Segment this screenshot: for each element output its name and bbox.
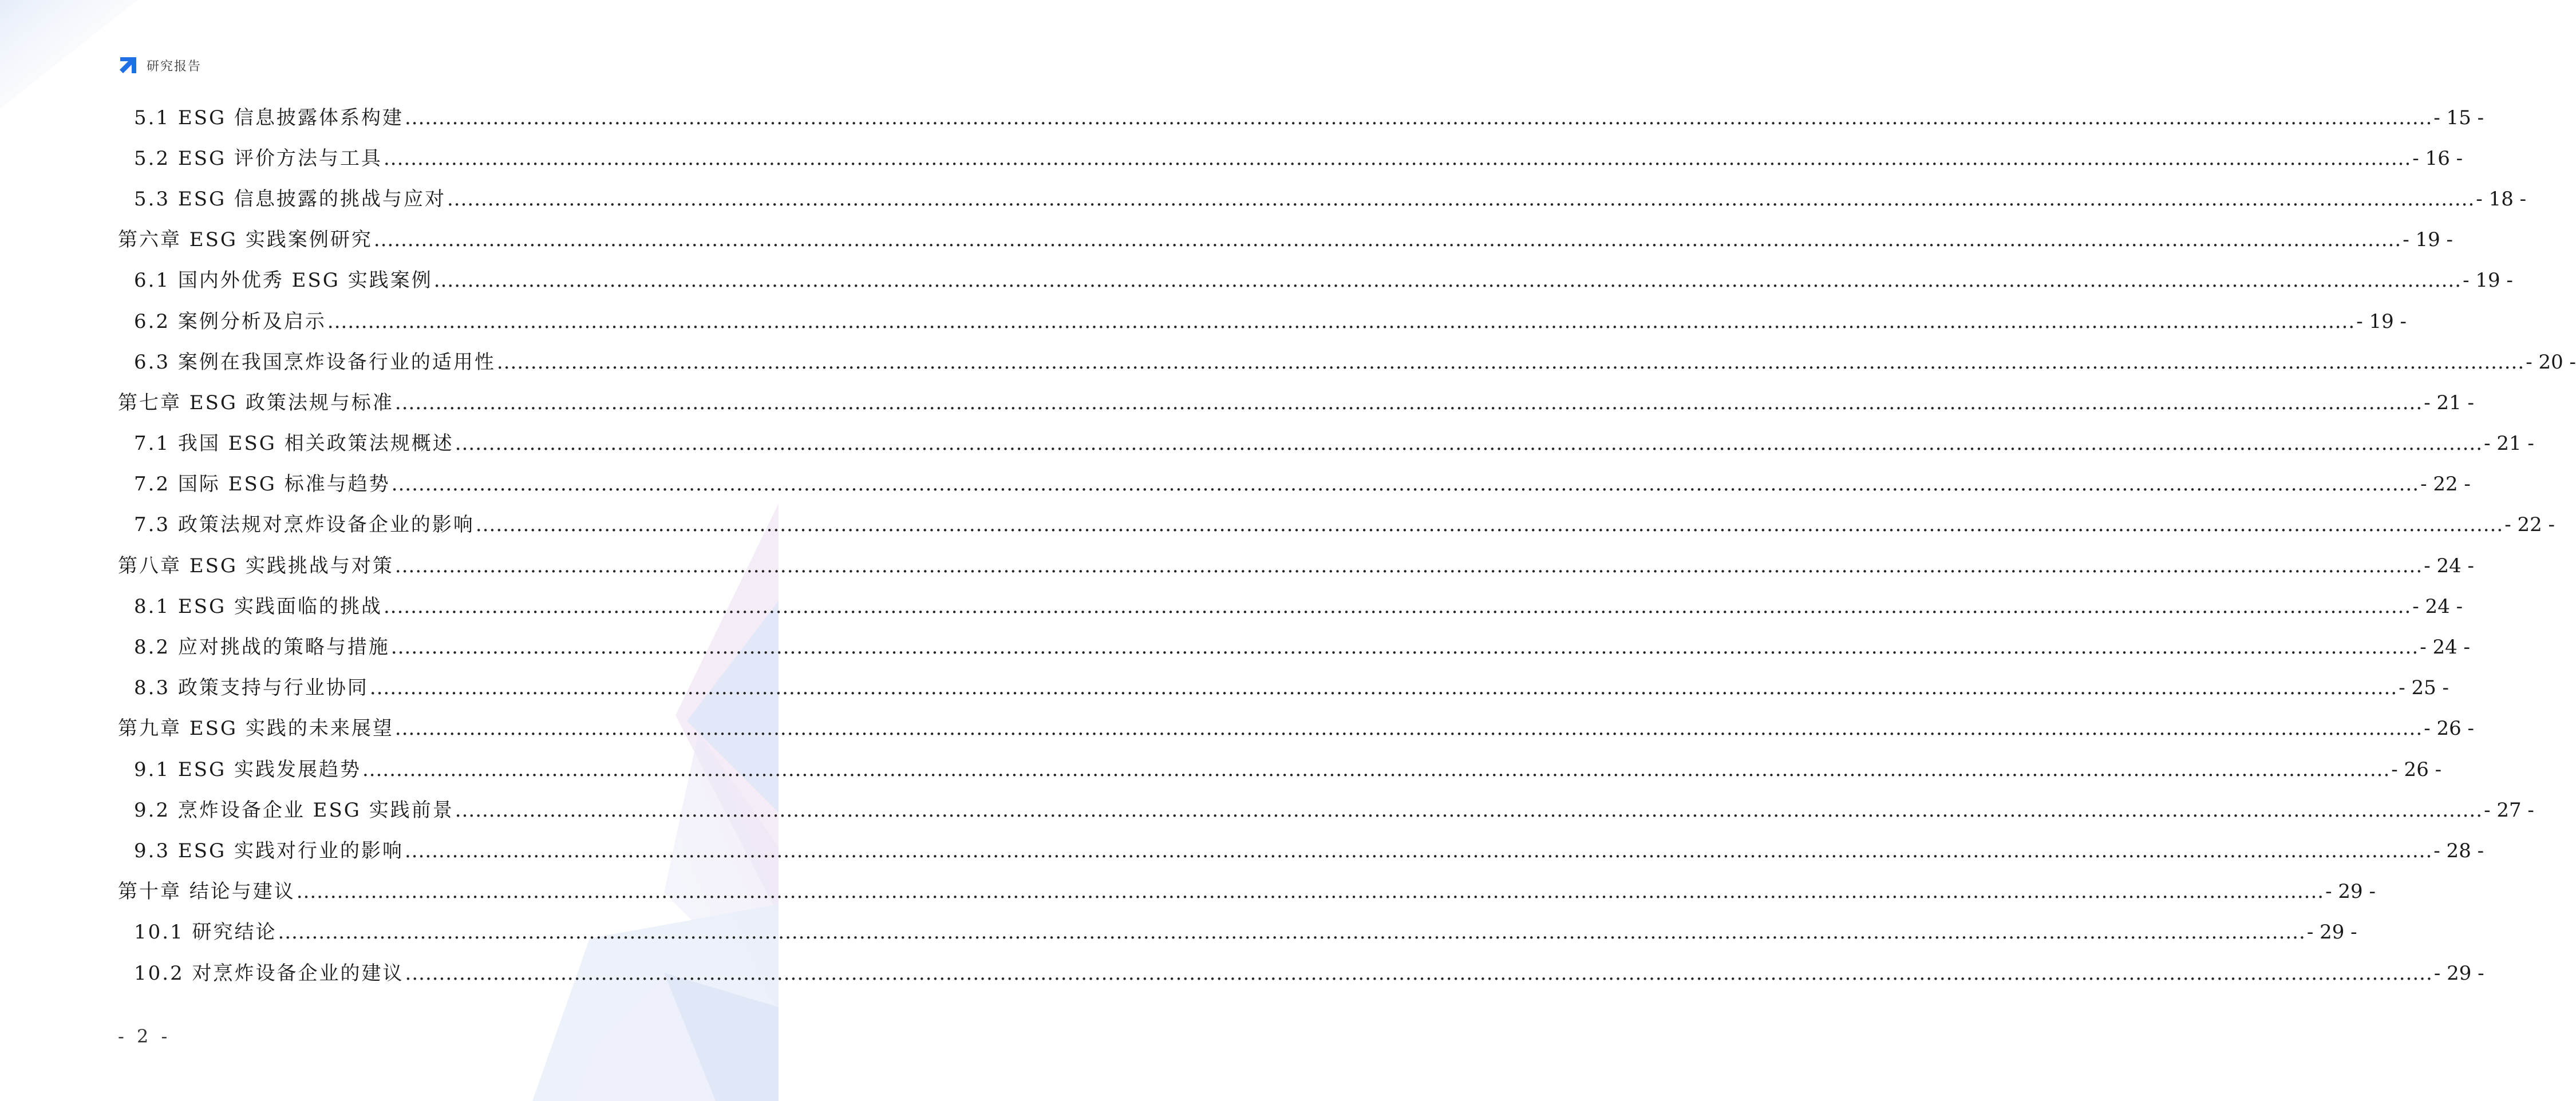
toc-entry-page: - 25 - [2399,676,2449,700]
toc-entry-page: - 26 - [2424,717,2475,740]
toc-entry-title: 第九章 ESG 实践的未来展望 [118,717,394,740]
toc-leader-dots: ............................................................................................................................................................................................................................................................................................................ [383,146,2412,170]
toc-entry-title: 5.3 ESG 信息披露的挑战与应对 [134,187,446,211]
toc-entry-title: 9.3 ESG 实践对行业的影响 [134,839,404,862]
toc-entry-page: - 27 - [2484,798,2534,822]
toc-entry[interactable] [118,220,2453,260]
toc-entry-page: - 19 - [2356,310,2407,333]
toc-entry-page: - 20 - [2526,350,2576,374]
toc-entry-page: - 19 - [2403,228,2453,252]
toc-leader-dots: ............................................................................................................................................................................................................................................................................................................ [447,187,2475,211]
toc-entry-title: 7.2 国际 ESG 标准与趋势 [134,473,390,496]
toc-entry-page: - 24 - [2424,554,2475,577]
toc-entry-page: - 19 - [2463,269,2513,292]
toc-entry-page: - 16 - [2412,146,2463,170]
toc-entry-title: 6.2 案例分析及启示 [134,310,326,333]
toc-entry-title: 第七章 ESG 政策法规与标准 [118,391,394,414]
toc-entry-title: 6.1 国内外优秀 ESG 实践案例 [134,269,433,292]
toc-leader-dots: ............................................................................................................................................................................................................................................................................................................ [296,880,2325,904]
toc-entry-title: 第六章 ESG 实践案例研究 [118,228,373,252]
toc-entry[interactable] [118,953,2484,993]
toc-entry-page: - 18 - [2476,187,2527,211]
toc-entry-page: - 28 - [2433,839,2484,862]
toc-entry-page: - 22 - [2420,473,2471,496]
toc-leader-dots: ............................................................................................................................................................................................................................................................................................................ [362,758,2391,781]
toc-entry[interactable] [118,97,2484,138]
toc-entry-page: - 29 - [2433,961,2484,985]
toc-entry[interactable] [118,301,2407,342]
toc-entry-title: 9.1 ESG 实践发展趋势 [134,758,361,781]
toc-entry[interactable] [118,830,2484,871]
toc-entry-title: 第八章 ESG 实践挑战与对策 [118,554,394,577]
toc-leader-dots: ............................................................................................................................................................................................................................................................................................................ [373,228,2402,252]
toc-entry-title: 7.3 政策法规对烹炸设备企业的影响 [134,513,475,537]
toc-entry[interactable] [118,423,2534,464]
toc-entry-page: - 29 - [2325,880,2376,904]
toc-entry[interactable] [118,138,2463,179]
toc-leader-dots: ............................................................................................................................................................................................................................................................................................................ [391,473,2420,496]
toc-leader-dots: ............................................................................................................................................................................................................................................................................................................ [327,310,2356,333]
toc-entry-page: - 29 - [2306,921,2357,944]
toc-entry-title: 8.1 ESG 实践面临的挑战 [134,595,382,618]
toc-entry-title: 9.2 烹炸设备企业 ESG 实践前景 [134,798,454,822]
toc-entry-page: - 24 - [2412,595,2463,618]
toc-entry-title: 第十章 结论与建议 [118,880,295,904]
arrow-up-right-icon [118,55,139,76]
toc-entry[interactable] [118,382,2475,423]
toc-entry-page: - 26 - [2391,758,2442,781]
toc-entry-title: 10.2 对烹炸设备企业的建议 [134,961,404,985]
toc-leader-dots: ............................................................................................................................................................................................................................................................................................................ [278,921,2306,944]
toc-entry[interactable] [118,464,2471,505]
toc-leader-dots: ............................................................................................................................................................................................................................................................................................................ [496,350,2525,374]
toc-entry-title: 8.2 应对挑战的策略与措施 [134,636,390,659]
toc-entry-page: - 22 - [2504,513,2555,537]
toc-entry[interactable] [118,668,2449,708]
toc-entry[interactable] [118,912,2357,953]
toc-leader-dots: ............................................................................................................................................................................................................................................................................................................ [455,798,2483,822]
toc-entry[interactable] [118,260,2513,301]
toc-entry-page: - 21 - [2484,432,2534,456]
toc-leader-dots: ............................................................................................................................................................................................................................................................................................................ [394,717,2423,740]
toc-entry-page: - 15 - [2433,106,2484,129]
toc-entry-page: - 21 - [2424,391,2475,414]
toc-entry-title: 10.1 研究结论 [134,921,277,944]
toc-entry[interactable] [118,545,2475,586]
toc-entry[interactable] [118,872,2376,912]
header-title: 研究报告 [147,59,202,74]
toc-entry[interactable] [118,749,2442,790]
toc-entry[interactable] [118,505,2555,545]
toc-entry-title: 6.3 案例在我国烹炸设备行业的适用性 [134,350,496,374]
toc-leader-dots: ............................................................................................................................................................................................................................................................................................................ [433,269,2462,292]
toc-entry-title: 8.3 政策支持与行业协同 [134,676,369,700]
toc-entry[interactable] [118,342,2576,382]
toc-entry-page: - 24 - [2420,636,2471,659]
toc-entry[interactable] [118,708,2475,749]
toc-leader-dots: ............................................................................................................................................................................................................................................................................................................ [455,432,2483,456]
toc-entry-title: 5.1 ESG 信息披露体系构建 [134,106,404,129]
toc-entry[interactable] [118,586,2463,627]
toc-leader-dots: ............................................................................................................................................................................................................................................................................................................ [404,839,2433,862]
toc-entry-title: 7.1 我国 ESG 相关政策法规概述 [134,432,454,456]
report-header [118,55,202,76]
toc-leader-dots: ............................................................................................................................................................................................................................................................................................................ [394,554,2423,577]
table-of-contents [118,97,2576,993]
toc-entry[interactable] [118,627,2471,667]
toc-leader-dots: ............................................................................................................................................................................................................................................................................................................ [383,595,2412,618]
toc-leader-dots: ............................................................................................................................................................................................................................................................................................................ [369,676,2398,700]
toc-entry-title: 5.2 ESG 评价方法与工具 [134,146,382,170]
toc-entry[interactable] [118,790,2534,830]
toc-leader-dots: ............................................................................................................................................................................................................................................................................................................ [394,391,2423,414]
page-number: - 2 - [118,1025,171,1047]
toc-leader-dots: ............................................................................................................................................................................................................................................................................................................ [405,961,2433,985]
toc-leader-dots: ............................................................................................................................................................................................................................................................................................................ [475,513,2504,537]
toc-entry[interactable] [118,179,2527,219]
toc-leader-dots: ............................................................................................................................................................................................................................................................................................................ [404,106,2433,129]
toc-leader-dots: ............................................................................................................................................................................................................................................................................................................ [390,636,2419,659]
